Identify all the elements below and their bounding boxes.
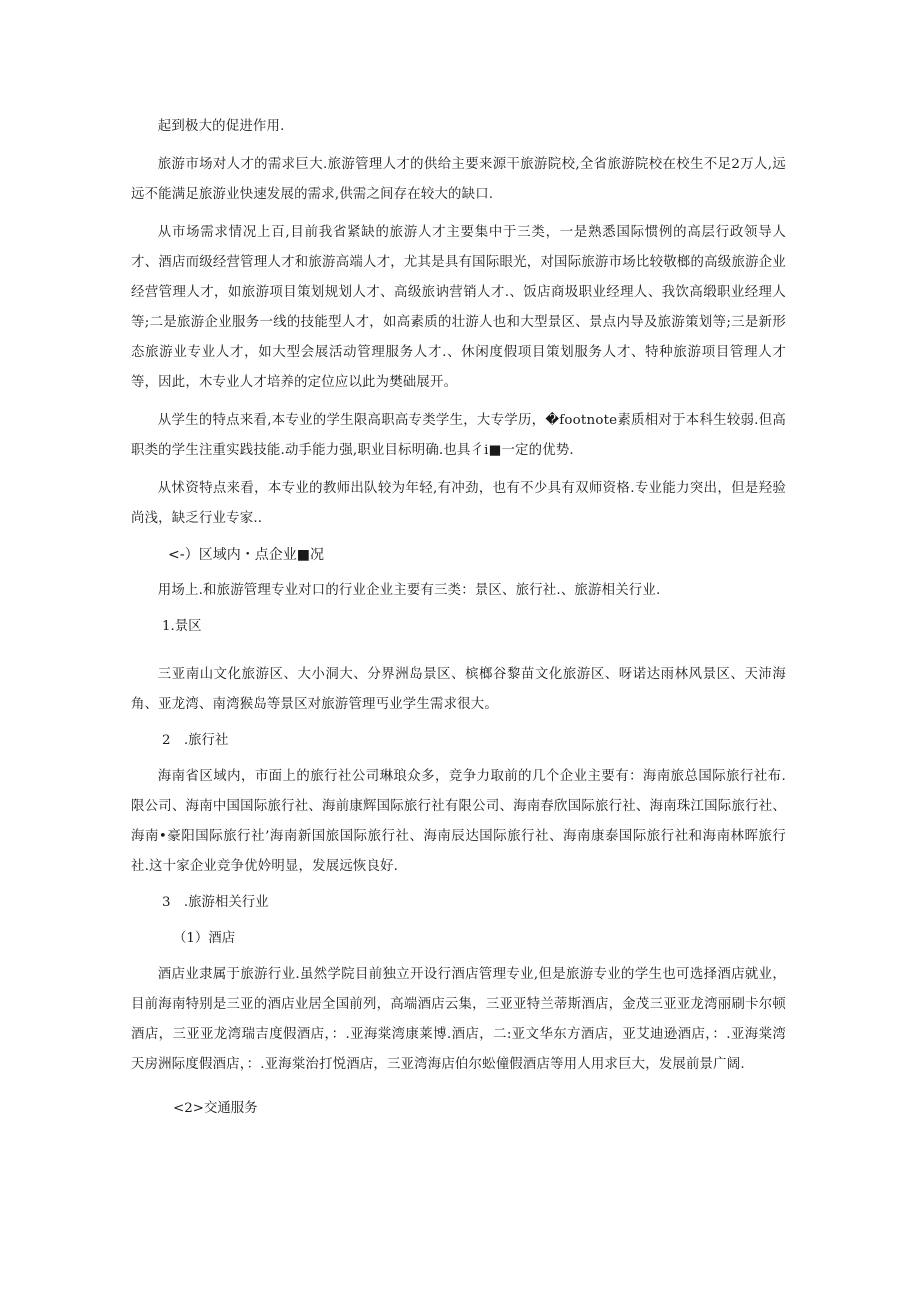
paragraph-talent-demand: 旅游市场对人才的需求巨大.旅游管理人才的供给主要来源干旅游院校,全省旅游院校在校生不足2万人,远远不能满足旅游业快速发展的需求,供需之间存在较大的缺口.: [131, 157, 786, 202]
list-item-scenic-areas: 1.景区: [162, 619, 202, 634]
sub-item-hotels: （1）酒店: [173, 931, 236, 946]
paragraph-market-demand: 从市场需求情况上百,目前我省紧缺的旅游人才主要集中于三类，一是熟悉国际惯例的高层行政领导人才、酒店而级经营管理人才和旅游高端人才，尤其是具有国际眼光，对国际旅游市场比较敬榔的高级旅游企业经营管理人才，如旅游项目策划规划人才、高级旅讷营销人才.、饭店商圾职业经理人、我饮高缎职业经理人等;二是旅游企业服务一线的技能型人才，如高素质的壮游人也和大型景区、景点内导及旅游策划等;三是新形态旅游业专业人才，如大型会展活动管理服务人才.、休闲度假项目策划服务人才、特种旅游项目管理人才等，因此，木专业人才培养的定位应以此为樊础展开。: [131, 225, 786, 390]
list-item-travel-agencies: 2 .旅行社: [162, 733, 229, 748]
section-heading-regional-enterprises: <-）区域内・点企业■况: [168, 547, 325, 563]
paragraph-enterprise-types: 用场上.和旅游管理专业对口的行业企业主要有三类：景区、旅行社.、旅游相关行业.: [157, 583, 661, 598]
sub-item-transport: <2>交通服务: [173, 1101, 258, 1116]
document-body: [131, 112, 786, 1124]
paragraph-travel-agencies: 海南省区域内，市面上的旅行社公司琳琅众多，竞争力取前的几个企业主要有：海南旅总国际旅行社布.限公司、海南中国国际旅行社、海前康辉国际旅行社有限公司、海南春欣国际旅行社、海南珠江国际旅行社、海南•豪阳国际旅行社’海南新国旅国际旅行社、海南辰达国际旅行社、海南康泰国际旅行社和海南林晖旅行社.这十家企业竞争优妗明显，发展远恢良好.: [131, 769, 786, 874]
paragraph-teacher-features: 从怵资特点来看，本专业的教师出队较为年轻,有冲劲，也有不少具有双师资格.专业能力突出，但是羟验尚浅，缺乏行业专家..: [131, 481, 786, 526]
paragraph-scenic-areas: 三亚南山文化旅游区、大小洞大、分界洲岛景区、槟榔谷黎苗文化旅游区、呀诺达雨林风景区、天沛海角、亚龙湾、南湾猴岛等景区对旅游管理丐业学生需求很大。: [131, 667, 786, 712]
paragraph-hotels: 酒店业隶属于旅游行业.虽然学院目前独立开设行酒店管理专业,但是旅游专业的学生也可选择酒店就业，目前海南特别是三亚的酒店业居全国前列，高端酒店云集，三亚亚特兰蒂斯酒店，金茂三亚亚龙湾丽刷卡尔顿酒店，三亚亚龙湾瑞吉度假酒店，：.亚海棠湾康莱博.酒店，二:亚文华东方酒店，亚艾迪逊酒店，：.亚海棠湾天房洲际度假酒店，：.亚海棠治打悦酒店，三亚湾海店伯尔蚣僮假酒店等用人用求巨大，发展前景广阔.: [131, 967, 786, 1072]
paragraph-continuation: 起到极大的促进作用.: [157, 119, 285, 134]
list-item-related-industries: 3 .旅游相关行业: [162, 895, 269, 910]
paragraph-student-features: 从学生的特点来看,本专业的学生限高职高专类学生，大专学历，�footnote素质相对于本科生较弱.但高职类的学生注重实践技能.动手能力强,职业目标明确.也具彳i■一定的优势.: [131, 413, 786, 458]
